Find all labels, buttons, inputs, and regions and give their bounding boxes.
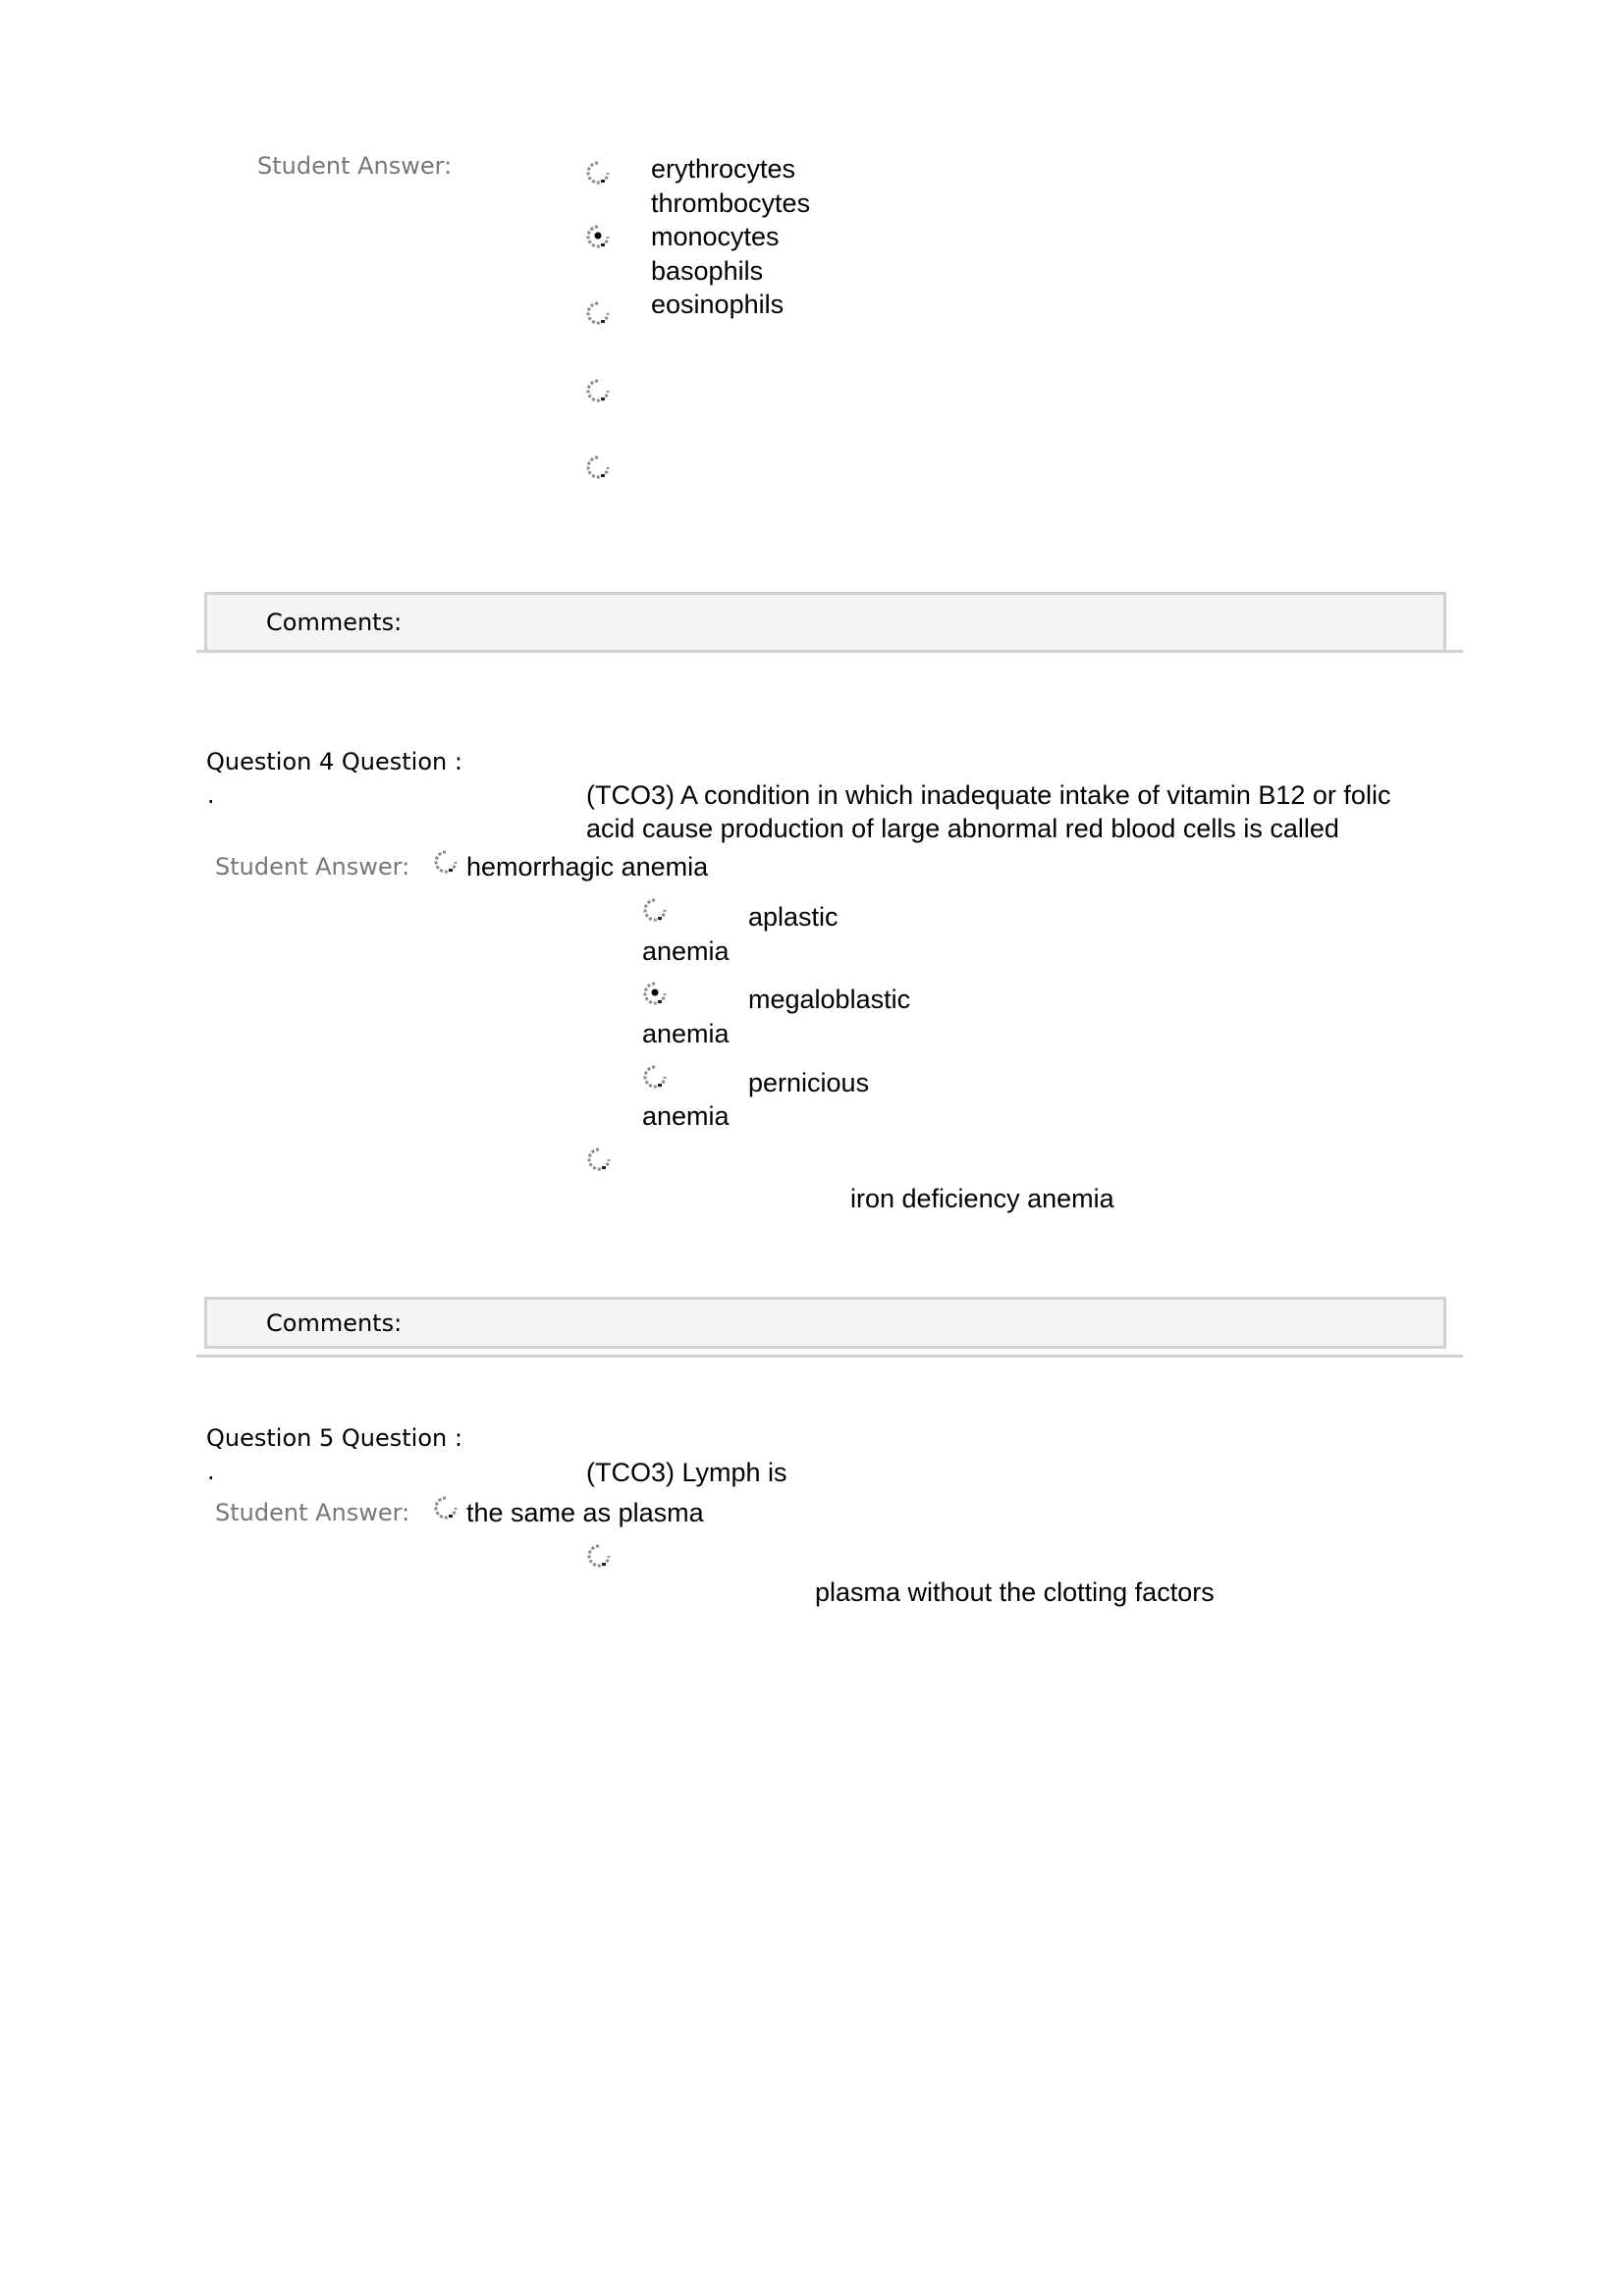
answer-option-continuation: anemia: [642, 1101, 730, 1131]
answer-option: hemorrhagic anemia: [466, 852, 709, 881]
answer-option-continuation: anemia: [642, 936, 730, 966]
answer-option: the same as plasma: [466, 1498, 704, 1527]
radio-button-selected[interactable]: [642, 981, 668, 1006]
answer-option: erythrocytes: [651, 154, 796, 184]
student-answer-label: Student Answer:: [215, 1499, 410, 1526]
answer-option: basophils: [651, 256, 764, 286]
comments-label: Comments:: [266, 609, 403, 636]
answer-option: aplastic: [748, 902, 839, 932]
radio-button[interactable]: [586, 1543, 612, 1569]
answer-option: eosinophils: [651, 290, 785, 319]
answer-option: megaloblastic: [748, 985, 911, 1014]
radio-button[interactable]: [585, 454, 611, 480]
divider: [196, 1355, 1463, 1358]
question-header: Question 4 Question :: [206, 748, 462, 775]
radio-button[interactable]: [433, 1495, 459, 1521]
student-answer-label: Student Answer:: [215, 853, 410, 881]
comments-box: [204, 1297, 1446, 1349]
answer-option: thrombocytes: [651, 188, 811, 218]
answer-option: iron deficiency anemia: [850, 1184, 1114, 1213]
comments-box: [204, 592, 1446, 653]
question-prompt: (TCO3) A condition in which inadequate intake of vitamin B12 or folic: [586, 780, 1391, 810]
question-prompt: (TCO3) Lymph is: [586, 1458, 787, 1487]
answer-option: pernicious: [748, 1068, 870, 1097]
radio-button[interactable]: [642, 897, 668, 923]
radio-button[interactable]: [585, 160, 611, 186]
answer-option-continuation: anemia: [642, 1019, 730, 1048]
question-header: Question 5 Question :: [206, 1424, 462, 1452]
divider: [196, 650, 1463, 653]
radio-button[interactable]: [585, 300, 611, 326]
question-number-dot: .: [207, 1458, 215, 1485]
radio-button[interactable]: [585, 378, 611, 403]
question-prompt: acid cause production of large abnormal red blood cells is called: [586, 814, 1339, 843]
answer-option: plasma without the clotting factors: [815, 1577, 1215, 1607]
radio-button[interactable]: [586, 1147, 612, 1172]
radio-button-selected[interactable]: [585, 224, 611, 249]
student-answer-label: Student Answer:: [257, 152, 453, 180]
radio-button[interactable]: [433, 849, 459, 875]
answer-option: monocytes: [651, 222, 780, 251]
radio-button[interactable]: [642, 1064, 668, 1090]
comments-label: Comments:: [266, 1308, 403, 1337]
question-number-dot: .: [207, 781, 215, 809]
